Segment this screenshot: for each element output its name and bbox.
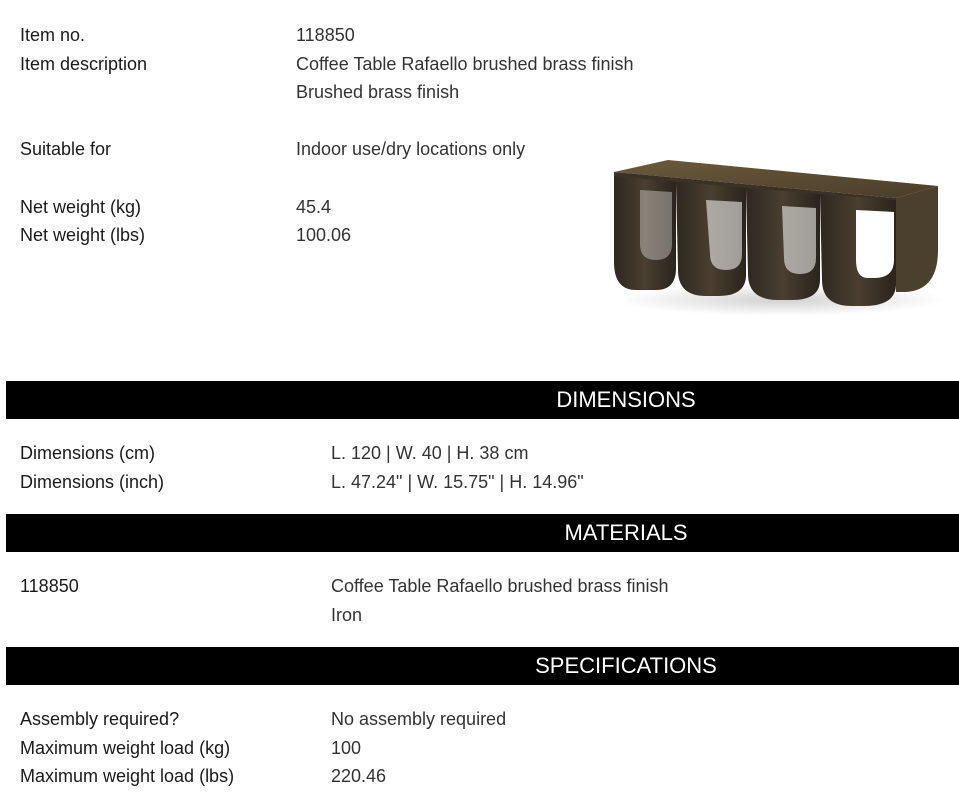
- dimensions-cm-value: L. 120 | W. 40 | H. 38 cm: [331, 443, 529, 463]
- specifications-title: SPECIFICATIONS: [535, 653, 717, 678]
- dimensions-header: [6, 381, 959, 419]
- coffee-table-image: [606, 150, 946, 320]
- net-weight-kg-value: 45.4: [296, 197, 332, 217]
- item-no-value: 118850: [296, 25, 355, 45]
- materials-title: MATERIALS: [564, 520, 688, 545]
- specifications-header: [6, 647, 959, 685]
- item-no-label: Item no.: [20, 25, 86, 45]
- suitable-for-label: Suitable for: [20, 139, 112, 159]
- item-description-line1: Coffee Table Rafaello brushed brass finish: [296, 54, 634, 74]
- net-weight-lbs-label: Net weight (lbs): [20, 225, 146, 245]
- dimensions-inch-value: L. 47.24" | W. 15.75" | H. 14.96": [331, 472, 584, 492]
- net-weight-kg-label: Net weight (kg): [20, 197, 142, 217]
- assembly-value: No assembly required: [331, 709, 507, 729]
- materials-line1: Coffee Table Rafaello brushed brass finish: [331, 576, 669, 596]
- suitable-for-value: Indoor use/dry locations only: [296, 139, 526, 159]
- assembly-label: Assembly required?: [20, 709, 180, 729]
- max-load-kg-value: 100: [331, 738, 362, 758]
- dimensions-cm-label: Dimensions (cm): [20, 443, 156, 463]
- materials-line2: Iron: [331, 605, 363, 625]
- net-weight-lbs-value: 100.06: [296, 225, 352, 245]
- materials-header: [6, 514, 959, 552]
- max-load-kg-label: Maximum weight load (kg): [20, 738, 231, 758]
- dimensions-inch-label: Dimensions (inch): [20, 472, 165, 492]
- item-description-line2: Brushed brass finish: [296, 82, 460, 102]
- dimensions-title: DIMENSIONS: [556, 387, 696, 412]
- item-description-label: Item description: [20, 54, 148, 74]
- materials-item-label: 118850: [20, 576, 79, 596]
- max-load-lbs-value: 220.46: [331, 766, 387, 786]
- max-load-lbs-label: Maximum weight load (lbs): [20, 766, 235, 786]
